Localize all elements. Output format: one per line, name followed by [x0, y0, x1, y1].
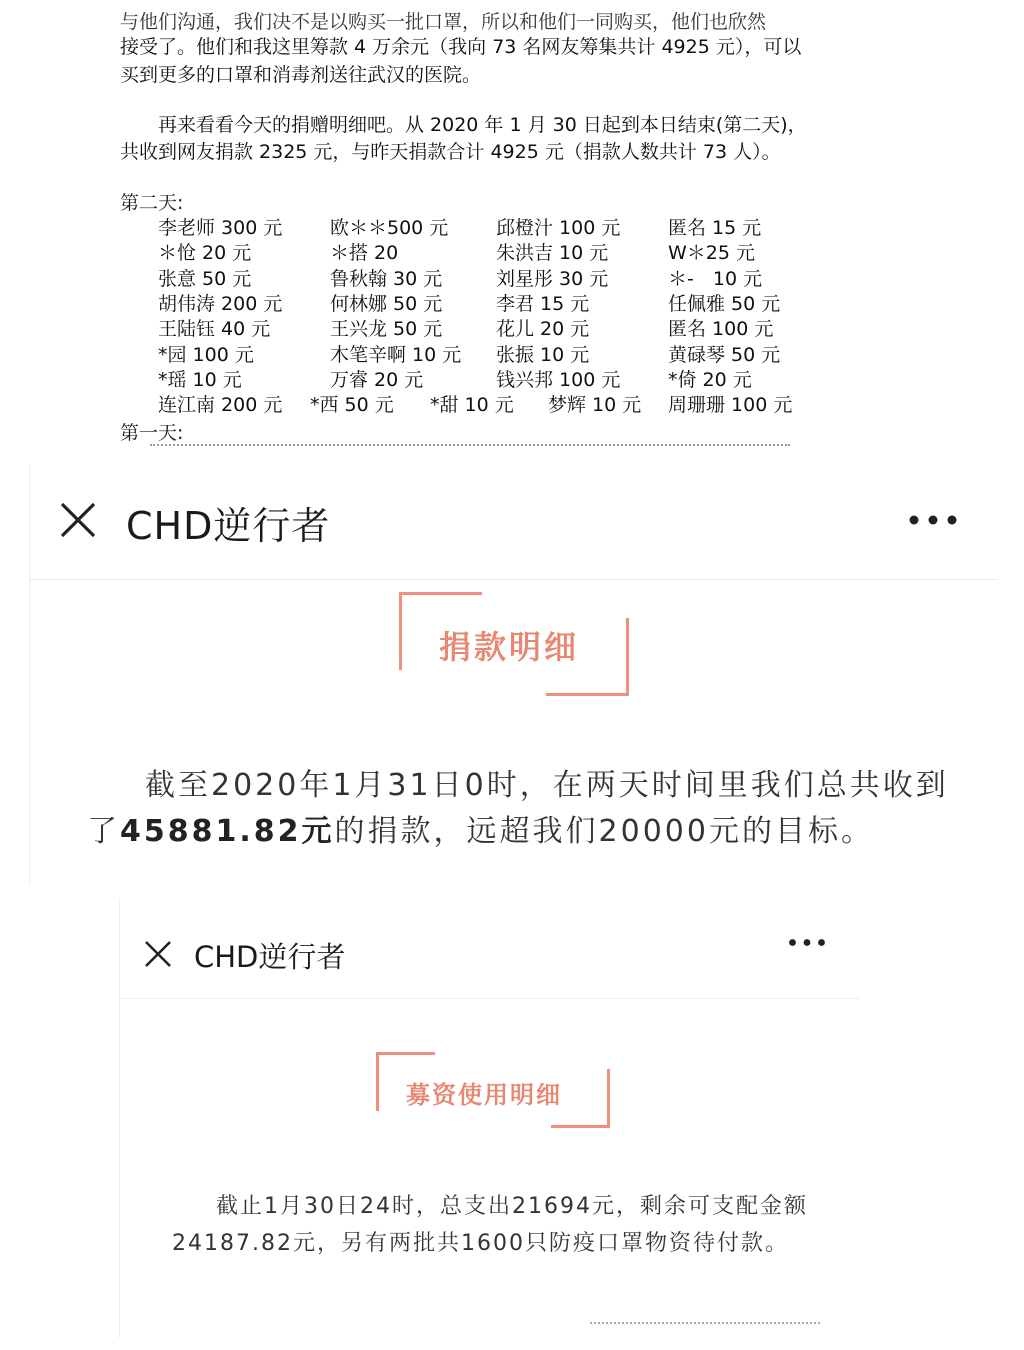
- account-title: CHD逆行者: [194, 940, 346, 974]
- donation-entry: 张振 10 元: [496, 343, 590, 366]
- donation-entry: *倚 20 元: [668, 368, 752, 391]
- spending-text: 截止1月30日24时，总支出21694元，剩余可支配金额24187.82元，另有两批共1600只防疫口罩物资待付款。: [172, 1194, 808, 1256]
- donation-entry: ＊怆 20 元: [158, 242, 252, 265]
- close-icon[interactable]: [58, 500, 98, 540]
- donation-entry: 匿名 15 元: [668, 217, 762, 239]
- wechat-screenshot-spending: [120, 898, 860, 1338]
- donation-entry: 刘星彤 30 元: [496, 267, 609, 290]
- cut-off-text-row: [590, 1322, 820, 1330]
- donation-summary: [87, 763, 967, 855]
- donation-entry: 黄碌琴 50 元: [668, 343, 781, 366]
- donation-entry: 朱洪吉 10 元: [496, 242, 609, 265]
- section-title-frame: [376, 1052, 610, 1128]
- article-header: [30, 465, 998, 580]
- donation-entry: 花儿 20 元: [496, 318, 590, 341]
- donation-entry: 王兴龙 50 元: [330, 318, 443, 341]
- day2-heading: 第二天:: [120, 192, 184, 214]
- doc-p2-line1: 再来看看今天的捐赠明细吧。从 2020 年 1 月 30 日起到本日结束(第二天)，: [158, 114, 807, 136]
- summary-text-part1: 截至2020年1月31日0时，在两天时间里我们总共收到了: [87, 768, 949, 849]
- donation-entry: 鲁秋翰 30 元: [330, 267, 443, 290]
- summary-text-part2: 的捐款，远超我们20000元的目标。: [334, 814, 874, 849]
- doc-cut-line: 与他们沟通，我们决不是以购买一批口罩，所以和他们一同购买，他们也欣然: [120, 11, 767, 33]
- summary-amount: 45881.82元: [120, 814, 335, 849]
- more-icon[interactable]: [788, 938, 826, 947]
- scanned-document: [0, 0, 1024, 450]
- donation-entry: 王陆钰 40 元: [158, 318, 271, 341]
- donation-entry: ＊搭 20: [330, 242, 399, 265]
- donation-entry: 周珊珊 100 元: [668, 394, 793, 417]
- donation-entry: 邱橙汁 100 元: [496, 217, 621, 239]
- day1-heading: 第一天:: [120, 422, 184, 444]
- donation-entry: *西 50 元: [310, 394, 394, 417]
- donation-entry: 张意 50 元: [158, 267, 252, 290]
- donation-entry: 何林娜 50 元: [330, 292, 443, 315]
- donation-entry: 李老师 300 元: [158, 217, 283, 239]
- account-title: CHD逆行者: [126, 504, 331, 548]
- donation-entry: ＊- 10 元: [668, 267, 763, 290]
- spending-summary: [172, 1188, 832, 1262]
- donation-entry: 梦辉 10 元: [548, 394, 642, 417]
- wechat-screenshot-donations: [30, 465, 998, 885]
- doc-p2-line2: 共收到网友捐款 2325 元，与昨天捐款合计 4925 元（捐款人数共计 73 人）。: [120, 141, 781, 163]
- close-icon[interactable]: [144, 940, 172, 968]
- cut-off-text-row: [150, 444, 790, 450]
- donation-entry: 连江南 200 元: [158, 394, 283, 417]
- donation-entry: 欧＊＊500 元: [330, 217, 449, 239]
- section-title-frame: [399, 592, 629, 696]
- more-icon[interactable]: [908, 514, 958, 526]
- donation-entry: 任佩雅 50 元: [668, 292, 781, 315]
- doc-p1-line2: 买到更多的口罩和消毒剂送往武汉的医院。: [120, 64, 482, 86]
- section-title-spending: 募资使用明细: [406, 1081, 562, 1109]
- donation-entry: 钱兴邦 100 元: [496, 368, 621, 391]
- donation-entry: W＊25 元: [668, 242, 756, 265]
- doc-p1-line1: 接受了。他们和我这里筹款 4 万余元（我向 73 名网友筹集共计 4925 元），可以: [120, 36, 802, 58]
- article-header: [120, 898, 860, 999]
- donation-entry: *园 100 元: [158, 343, 254, 366]
- donation-entry: 万睿 20 元: [330, 368, 424, 391]
- donation-entry: 木笔辛啊 10 元: [330, 343, 462, 366]
- donation-entry: 胡伟涛 200 元: [158, 292, 283, 315]
- donation-entry: 李君 15 元: [496, 292, 590, 315]
- donation-entry: *瑶 10 元: [158, 368, 242, 391]
- donation-entry: 匿名 100 元: [668, 318, 774, 341]
- section-title-donations: 捐款明细: [439, 628, 580, 666]
- donation-entry: *甜 10 元: [430, 394, 514, 417]
